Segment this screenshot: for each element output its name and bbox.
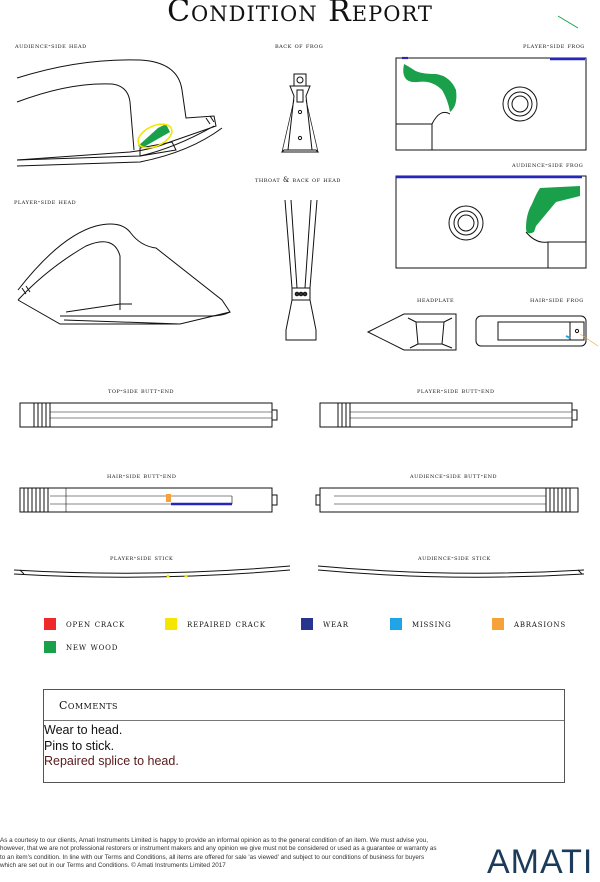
label-top-side-butt-end: top-side butt-end [108,387,174,395]
comments-divider [44,720,564,721]
comment-line-3: Repaired splice to head. [44,754,179,768]
label-player-side-head: player-side head [14,198,77,206]
drawing-audience-side-stick [318,566,584,577]
drawing-back-of-frog [282,74,318,152]
label-audience-side-frog: audience-side frog [512,161,584,169]
legend-swatch-repaired-crack [165,618,177,630]
legend-new-wood [44,641,118,653]
legend-swatch-missing [390,618,402,630]
legend-label-repaired-crack: repaired crack [187,618,266,630]
corner-flourish [558,16,578,28]
drawing-hair-side-butt-end [20,488,277,512]
comment-line-2: Pins to stick. [44,739,115,753]
legend-repaired-crack [165,618,266,630]
label-player-side-butt-end: player-side butt-end [417,387,495,395]
drawing-headplate [368,314,456,350]
drawing-audience-side-head [17,60,222,166]
label-player-side-stick: player-side stick [110,554,174,562]
legend-missing [390,618,451,630]
legend-abrasions [492,618,566,630]
legend-swatch-wear [301,618,313,630]
drawing-audience-side-butt-end [316,488,578,512]
legend-open-crack [44,618,125,630]
legend-label-missing: missing [412,618,452,630]
drawing-player-side-stick [14,566,290,578]
page-title: Condition Report [167,0,433,29]
new-wood-mark [138,124,170,148]
legend-swatch-abrasions [492,618,504,630]
amati-logo: AMATI [487,843,594,881]
legend-swatch-new-wood [44,641,56,653]
label-player-side-frog: player-side frog [523,42,585,50]
drawing-top-side-butt-end [20,403,277,427]
drawing-hair-side-frog [476,316,598,346]
label-audience-side-head: audience-side head [15,42,87,50]
label-audience-side-stick: audience-side stick [418,554,491,562]
drawing-player-side-butt-end [320,403,577,427]
legend-label-new-wood: new wood [66,641,119,653]
label-headplate: headplate [417,296,455,304]
label-back-of-frog: back of frog [275,42,324,50]
legend-label-open-crack: open crack [66,618,125,630]
legend-wear [301,618,349,630]
comments-box [43,689,565,783]
legend-swatch-open-crack [44,618,56,630]
drawing-throat-back-of-head [285,200,317,340]
label-audience-side-butt-end: audience-side butt-end [410,472,498,480]
label-throat-back-of-head: throat & back of head [255,176,341,184]
disclaimer-text: As a courtesy to our clients, Amati Instruments Limited is happy to provide an informal opinion as to the general condition of an item. We must advise you, however, that we are not professional restorers or instrument makers and any opinion we give must not be considered or used as a guarantee or warranty as to an item's condition. In line with our Terms and Conditions, all items are offered for sale 'as viewed' and subject to our conditions of business for buyers which are set out in our Terms and Conditions. © Amati Instruments Limited 2017 [0,837,437,870]
legend-label-abrasions: abrasions [514,618,566,630]
drawing-player-side-head [18,224,230,324]
label-hair-side-frog: hair-side frog [530,296,584,304]
drawing-player-side-frog [396,58,586,150]
label-hair-side-butt-end: hair-side butt-end [107,472,177,480]
legend-label-wear: wear [323,618,349,630]
drawing-audience-side-frog [396,176,586,268]
comments-heading: Comments [59,699,119,712]
comment-line-1: Wear to head. [44,723,123,737]
